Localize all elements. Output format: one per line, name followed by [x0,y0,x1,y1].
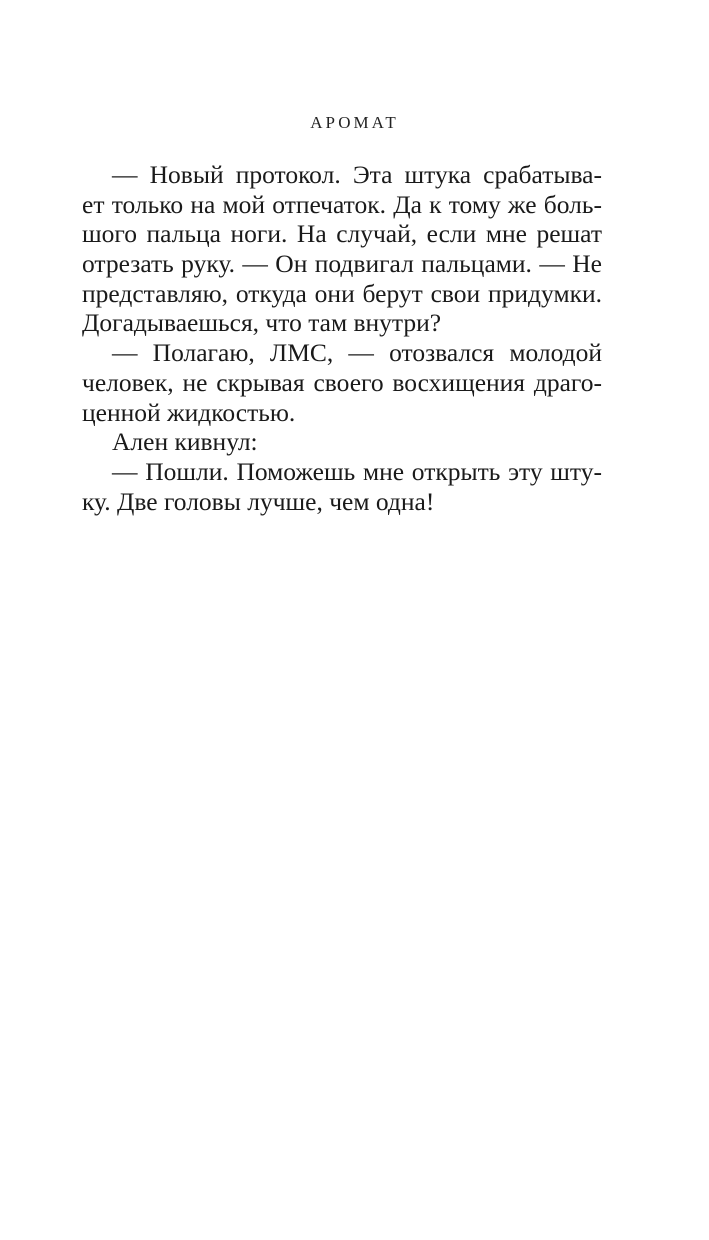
text-line: человек, не скрывая своего восхищения драго- [82,367,602,397]
text-line: Догадываешься, что там внутри? [82,308,442,338]
text-line: — Новый протокол. Эта штука срабатыва- [112,160,602,189]
text-line: представляю, откуда они берут свои придумки. [82,278,602,308]
body-text [82,160,602,516]
text-line: шого пальца ноги. На случай, если мне решат [82,219,602,249]
text-line: ку. Две головы лучше, чем одна! [82,486,435,516]
text-line: отрезать руку. — Он подвигал пальцами. — Не [82,249,602,279]
running-head: АРОМАТ [310,113,399,132]
text-line: — Пошли. Поможешь мне открыть эту шту- [112,456,602,486]
text-line: ценной жидкостью. [82,397,296,427]
text-line: ет только на мой отпечаток. Да к тому же боль- [82,189,602,219]
text-line: Ален кивнул: [112,427,258,457]
text-line: — Полагаю, ЛМС, — отозвался молодой [112,338,602,368]
